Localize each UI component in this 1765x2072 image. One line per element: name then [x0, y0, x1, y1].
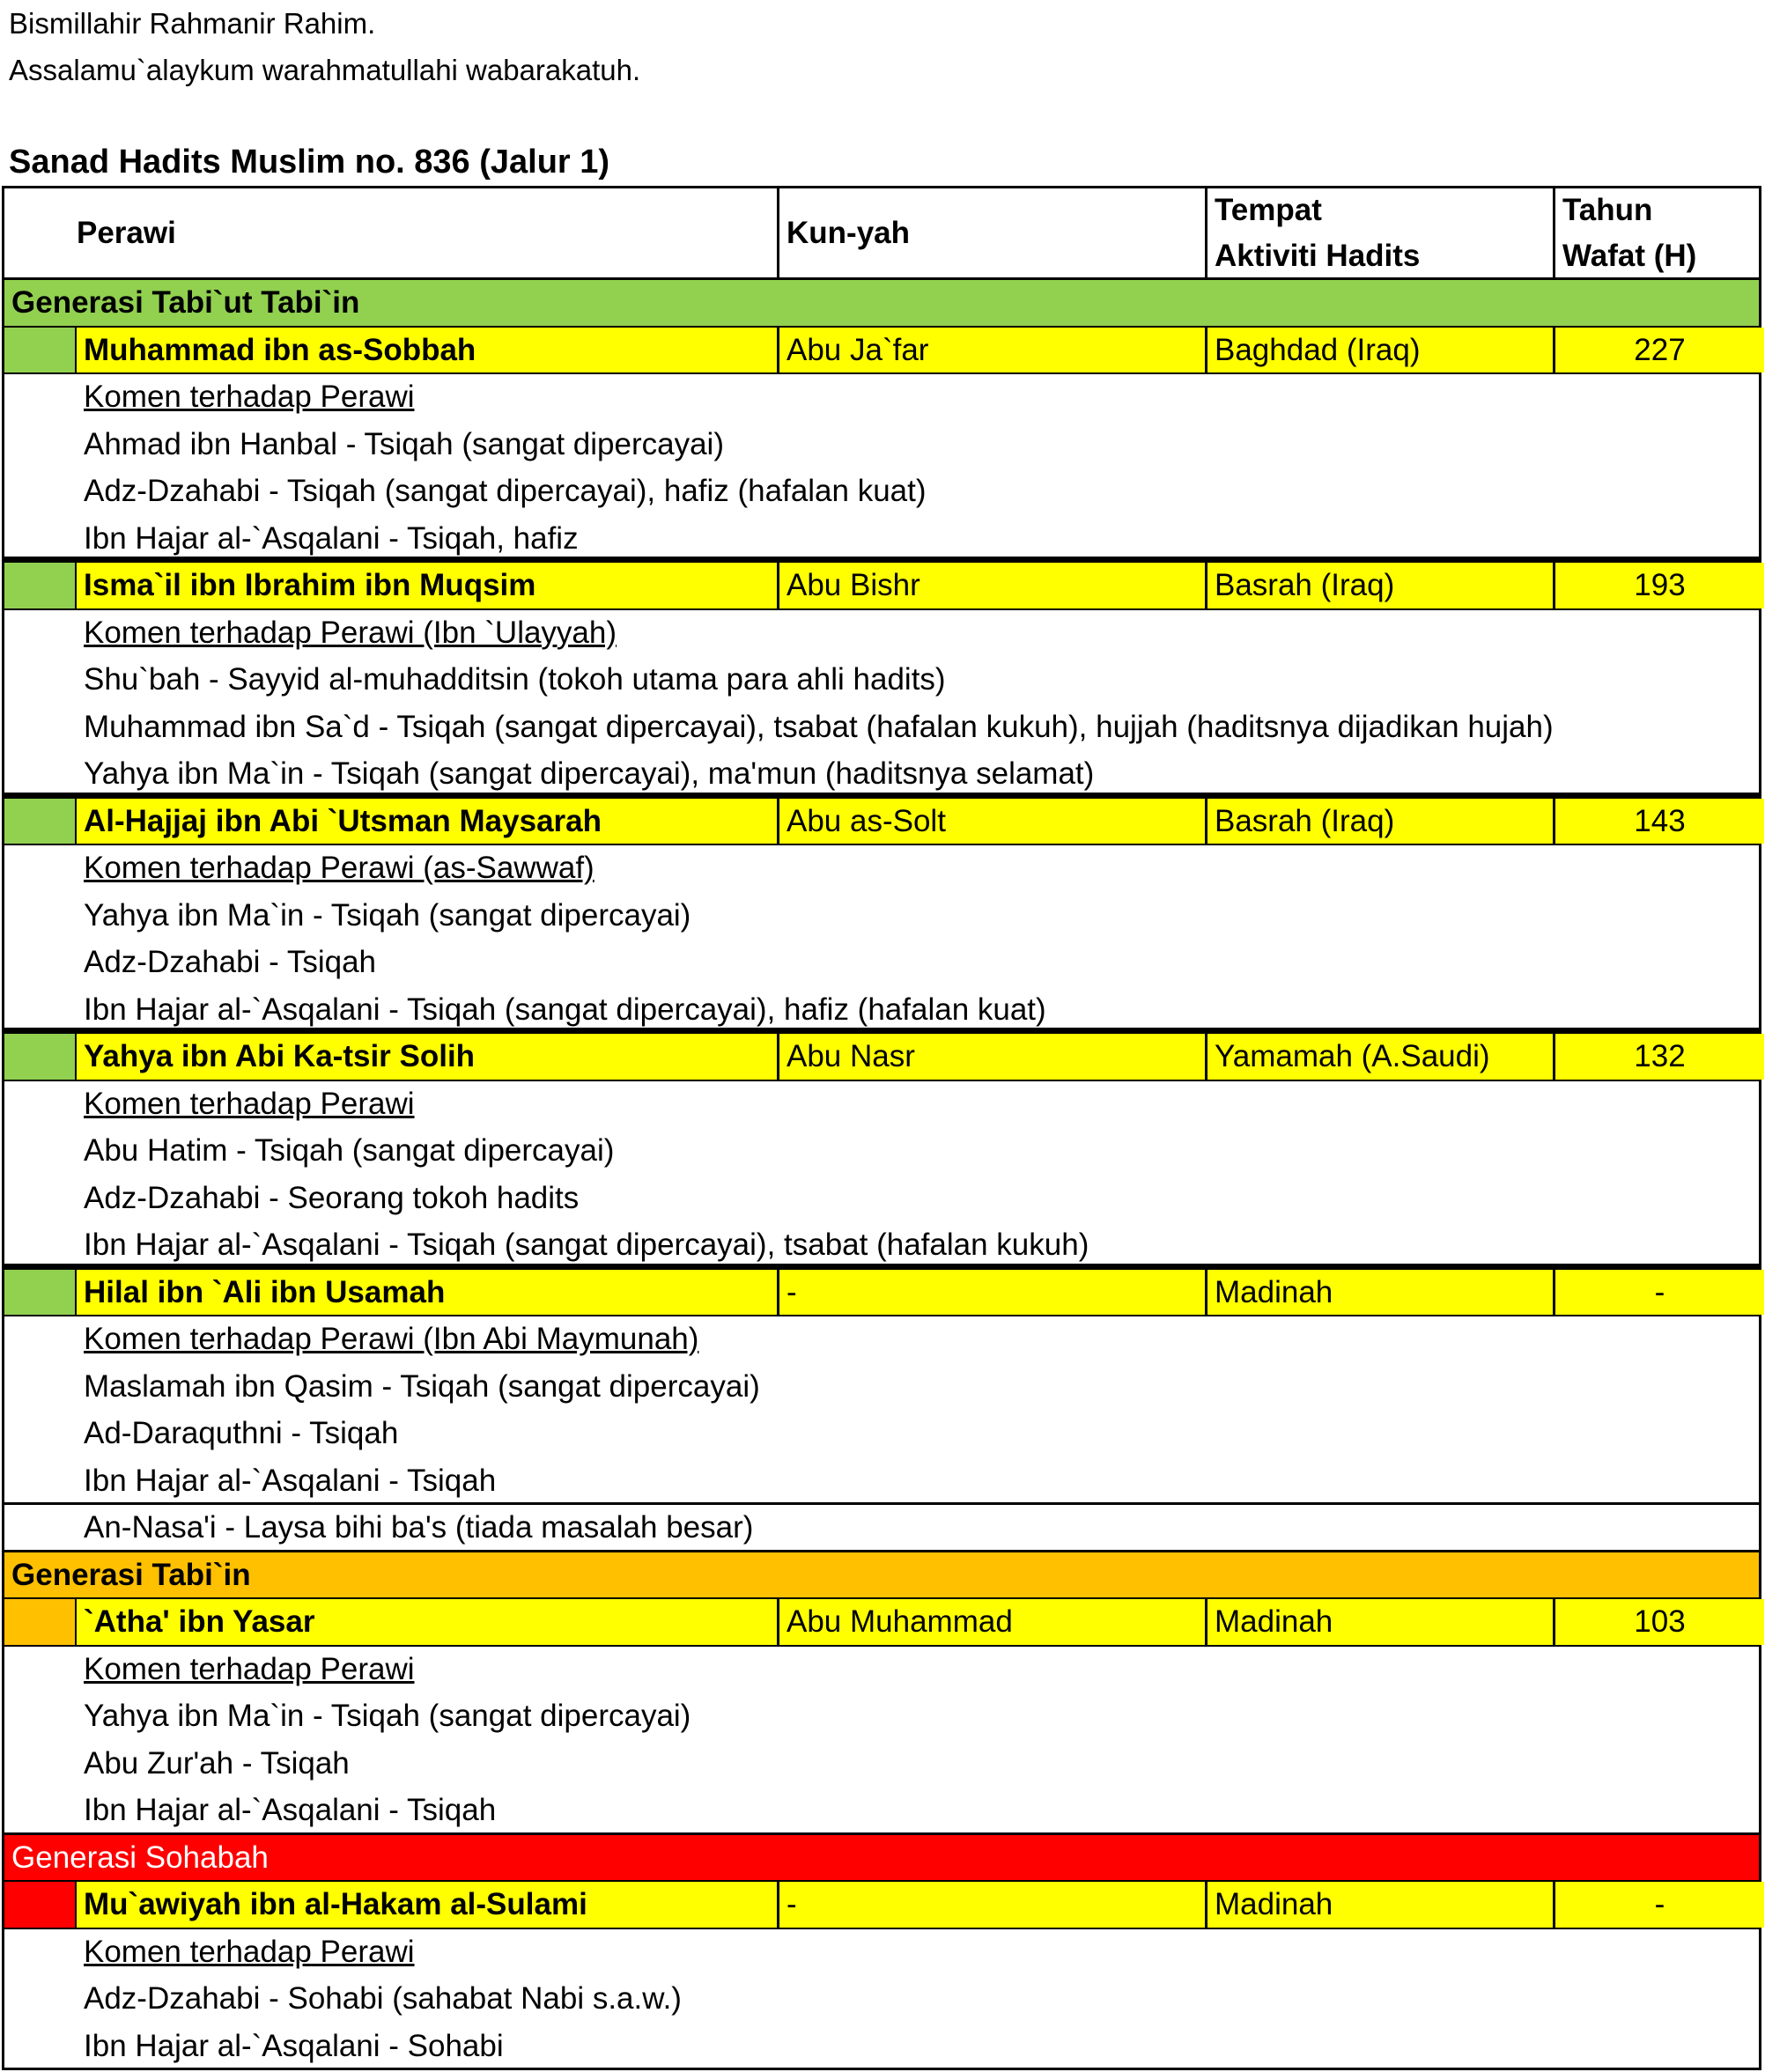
narrator-wafat: 227: [1555, 328, 1764, 373]
comment-row: Ahmad ibn Hanbal - Tsiqah (sangat dipercayai): [2, 422, 1761, 469]
comment-heading: Komen terhadap Perawi (Ibn `Ulayyah): [84, 615, 617, 650]
narrator-row: [2, 1882, 1761, 1929]
page-title: Sanad Hadits Muslim no. 836 (Jalur 1): [9, 144, 610, 181]
header-tempat-line2: Aktiviti Hadits: [1215, 238, 1421, 273]
comment-row: An-Nasa'i - Laysa bihi ba's (tiada masalah besar): [2, 1505, 1761, 1552]
comment-heading-row: [2, 1929, 1761, 1977]
comment-row: Yahya ibn Ma`in - Tsiqah (sangat dipercayai), ma'mun (haditsnya selamat): [2, 751, 1761, 799]
narrator-row: [2, 799, 1761, 846]
narrator-kunyah: Abu Bishr: [779, 563, 1207, 608]
comment-heading-row: [2, 845, 1761, 893]
narrator-kunyah: Abu Ja`far: [779, 328, 1207, 373]
narrator-tempat: Yamamah (A.Saudi): [1207, 1034, 1555, 1080]
generation-color-swatch: [4, 328, 77, 373]
comment-row: Ibn Hajar al-`Asqalani - Tsiqah, hafiz: [2, 516, 1761, 564]
narrator-kunyah: Abu as-Solt: [779, 799, 1207, 844]
comment-row: Abu Hatim - Tsiqah (sangat dipercayai): [2, 1128, 1761, 1176]
comment-heading: Komen terhadap Perawi: [84, 1934, 415, 1969]
narrator-kunyah: -: [779, 1882, 1207, 1928]
greeting-line-1: Bismillahir Rahmanir Rahim.: [9, 7, 376, 40]
header-tahun-line2: Wafat (H): [1562, 238, 1697, 273]
comment-heading-row: [2, 1647, 1761, 1694]
narrator-kunyah: Abu Muhammad: [779, 1599, 1207, 1645]
narrator-tempat: Madinah: [1207, 1882, 1555, 1928]
comment-heading-row: [2, 1081, 1761, 1129]
generation-row: Generasi Sohabah: [2, 1835, 1761, 1883]
narrator-kunyah: Abu Nasr: [779, 1034, 1207, 1080]
comment-row: Ad-Daraquthni - Tsiqah: [2, 1411, 1761, 1458]
generation-color-swatch: [4, 1599, 77, 1645]
generation-color-swatch: [4, 563, 77, 608]
comment-row: Ibn Hajar al-`Asqalani - Tsiqah: [2, 1458, 1761, 1506]
comment-heading-row: [2, 374, 1761, 422]
generation-color-swatch: [4, 1034, 77, 1080]
header-kunyah: Kun-yah: [779, 188, 1207, 277]
narrator-row: [2, 563, 1761, 610]
comment-row: Adz-Dzahabi - Sohabi (sahabat Nabi s.a.w.): [2, 1976, 1761, 2024]
comment-row: Shu`bah - Sayyid al-muhadditsin (tokoh utama para ahli hadits): [2, 657, 1761, 704]
comment-heading: Komen terhadap Perawi (Ibn Abi Maymunah): [84, 1322, 699, 1356]
narrator-tempat: Basrah (Iraq): [1207, 799, 1555, 844]
narrator-wafat: 103: [1555, 1599, 1764, 1645]
comment-heading: Komen terhadap Perawi (as-Sawwaf): [84, 851, 594, 885]
comment-row: Ibn Hajar al-`Asqalani - Sohabi: [2, 2024, 1761, 2071]
narrator-name: Muhammad ibn as-Sobbah: [77, 328, 779, 373]
generation-row: Generasi Tabi`in: [2, 1552, 1761, 1600]
comment-row: Ibn Hajar al-`Asqalani - Tsiqah: [2, 1788, 1761, 1835]
comment-row: Adz-Dzahabi - Seorang tokoh hadits: [2, 1176, 1761, 1223]
narrator-tempat: Baghdad (Iraq): [1207, 328, 1555, 373]
generation-color-swatch: [4, 1270, 77, 1316]
narrator-kunyah: -: [779, 1270, 1207, 1316]
header-perawi: Perawi: [77, 188, 779, 277]
narrator-tempat: Basrah (Iraq): [1207, 563, 1555, 608]
narrator-wafat: 132: [1555, 1034, 1764, 1080]
narrator-name: Mu`awiyah ibn al-Hakam al-Sulami: [77, 1882, 779, 1928]
header-tempat-line1: Tempat: [1215, 192, 1322, 227]
narrator-name: Hilal ibn `Ali ibn Usamah: [77, 1270, 779, 1316]
sanad-table: [2, 186, 1761, 2070]
generation-color-swatch: [4, 799, 77, 844]
narrator-name: `Atha' ibn Yasar: [77, 1599, 779, 1645]
comment-row: Yahya ibn Ma`in - Tsiqah (sangat dipercayai): [2, 1693, 1761, 1741]
greeting-line-2: Assalamu`alaykum warahmatullahi wabarakatuh.: [9, 54, 641, 86]
comment-heading-row: [2, 1316, 1761, 1364]
header-blank: [4, 188, 77, 277]
comment-row: Ibn Hajar al-`Asqalani - Tsiqah (sangat dipercayai), tsabat (hafalan kukuh): [2, 1222, 1761, 1270]
narrator-row: [2, 328, 1761, 375]
narrator-name: Al-Hajjaj ibn Abi `Utsman Maysarah: [77, 799, 779, 844]
comment-heading: Komen terhadap Perawi: [84, 1086, 415, 1121]
narrator-wafat: -: [1555, 1882, 1764, 1928]
header-tahun: [1555, 188, 1764, 277]
narrator-wafat: -: [1555, 1270, 1764, 1316]
narrator-wafat: 193: [1555, 563, 1764, 608]
comment-row: Adz-Dzahabi - Tsiqah: [2, 940, 1761, 987]
comment-row: Adz-Dzahabi - Tsiqah (sangat dipercayai), hafiz (hafalan kuat): [2, 468, 1761, 516]
comment-heading-row: [2, 610, 1761, 658]
comment-row: Muhammad ibn Sa`d - Tsiqah (sangat dipercayai), tsabat (hafalan kukuh), hujjah (haditsnya dijadikan hujah): [2, 704, 1761, 752]
comment-row: Abu Zur'ah - Tsiqah: [2, 1741, 1761, 1788]
comment-heading: Komen terhadap Perawi: [84, 380, 415, 414]
generation-color-swatch: [4, 1882, 77, 1928]
narrator-tempat: Madinah: [1207, 1270, 1555, 1316]
generation-row: Generasi Tabi`ut Tabi`in: [2, 280, 1761, 328]
narrator-wafat: 143: [1555, 799, 1764, 844]
comment-row: Maslamah ibn Qasim - Tsiqah (sangat dipercayai): [2, 1364, 1761, 1412]
narrator-row: [2, 1270, 1761, 1317]
header-tempat: [1207, 188, 1555, 277]
narrator-row: [2, 1599, 1761, 1647]
comment-row: Ibn Hajar al-`Asqalani - Tsiqah (sangat dipercayai), hafiz (hafalan kuat): [2, 987, 1761, 1035]
generations-container: [2, 280, 1761, 2070]
comment-row: Yahya ibn Ma`in - Tsiqah (sangat dipercayai): [2, 893, 1761, 940]
narrator-name: Yahya ibn Abi Ka-tsir Solih: [77, 1034, 779, 1080]
table-header: [2, 186, 1761, 280]
narrator-tempat: Madinah: [1207, 1599, 1555, 1645]
narrator-row: [2, 1034, 1761, 1081]
comment-heading: Komen terhadap Perawi: [84, 1651, 415, 1686]
narrator-name: Isma`il ibn Ibrahim ibn Muqsim: [77, 563, 779, 608]
header-tahun-line1: Tahun: [1562, 192, 1653, 227]
